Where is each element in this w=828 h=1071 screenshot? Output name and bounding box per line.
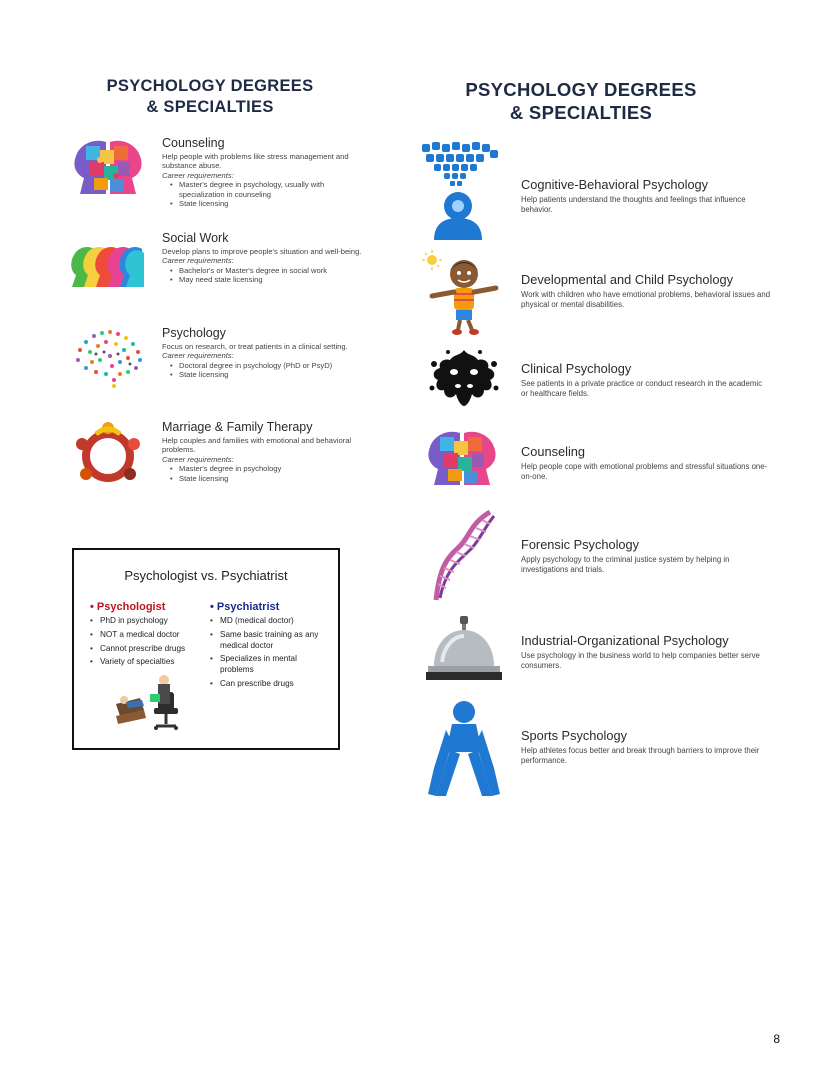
child-icon	[422, 250, 502, 341]
requirements-list: • Doctoral degree in psychology (PhD or PsyD) • State licensing	[162, 361, 362, 380]
sprinter-icon	[424, 698, 504, 805]
right-page-title: PSYCHOLOGY DEGREES & SPECIALTIES	[465, 79, 697, 123]
puzzle-heads-icon	[70, 136, 146, 202]
psychologist-list: • PhD in psychology • NOT a medical doctor • Cannot prescribe drugs • Variety of specialties	[90, 616, 208, 668]
psychologist-column: • Psychologist • PhD in psychology • NOT a medical doctor • Cannot prescribe drugs • Variety of specialties	[90, 600, 208, 671]
psychiatrist-list: • MD (medical doctor) • Same basic training as any medical doctor • Specializes in mental problems • Can prescribe drugs	[210, 616, 328, 690]
page-number: 8	[773, 1032, 780, 1046]
requirements-list: • Bachelor's or Master's degree in social work • May need state licensing	[162, 266, 362, 285]
service-bell-icon	[424, 616, 504, 687]
psychiatrist-header: Psychiatrist	[216, 601, 280, 613]
requirements-list: • Master's degree in psychology, usually with specialization in counseling • State licensing	[162, 180, 362, 208]
psychologist-header: Psychologist	[96, 601, 166, 613]
inkblot-icon	[428, 346, 500, 415]
left-page-title: PSYCHOLOGY DEGREES & SPECIALTIES	[106, 77, 314, 116]
family-circle-icon	[70, 420, 146, 486]
psychiatrist-column: • Psychiatrist • MD (medical doctor) • Same basic training as any medical doctor • Specializes in mental problems • Can prescribe drugs	[210, 600, 328, 693]
comparison-title: Psychologist vs. Psychiatrist	[124, 568, 288, 583]
requirements-list: • Master's degree in psychology • State licensing	[162, 464, 362, 483]
colorful-heads-icon	[70, 231, 146, 297]
dna-icon	[430, 510, 500, 607]
puzzle-heads-icon	[424, 425, 500, 496]
dotted-brain-icon	[70, 326, 146, 392]
thinking-head-icon	[420, 140, 500, 247]
therapy-session-icon	[114, 670, 186, 737]
psychologist-vs-psychiatrist-box	[72, 548, 340, 750]
